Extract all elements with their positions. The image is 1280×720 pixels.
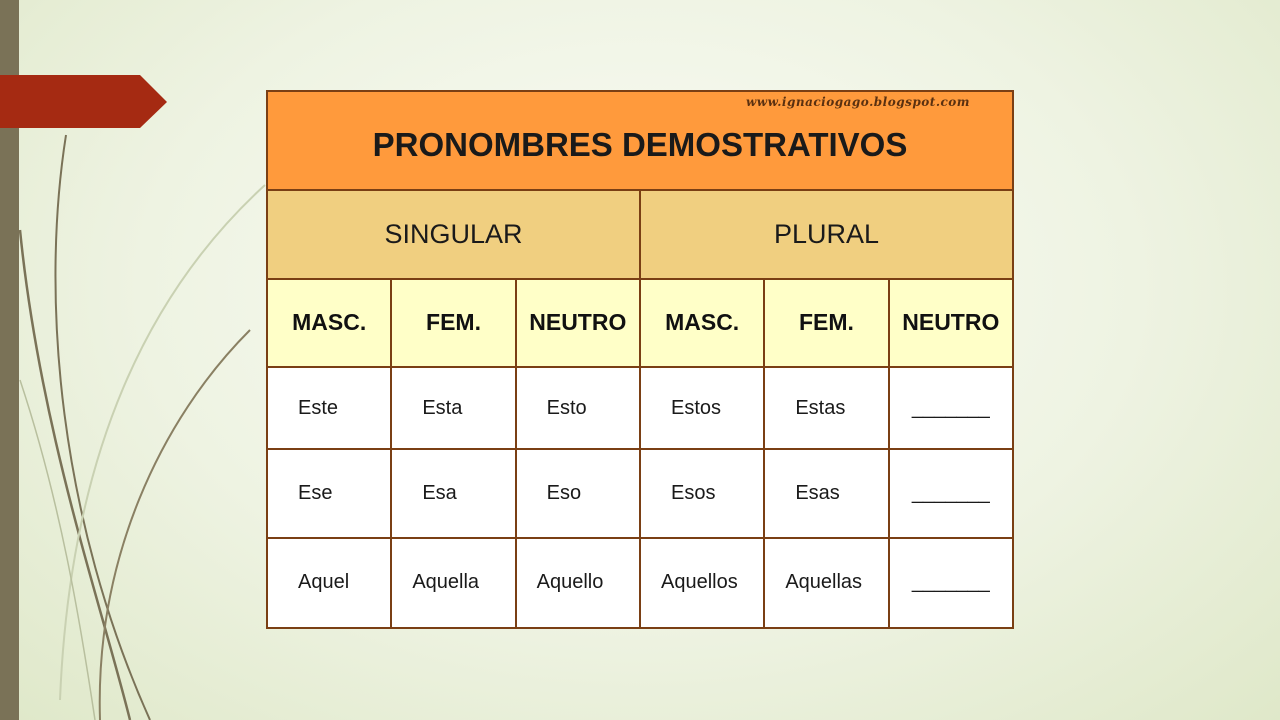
table-cell: Ese <box>267 449 391 537</box>
gender-header: NEUTRO <box>516 279 640 367</box>
decorative-curves <box>0 0 300 720</box>
table-row <box>267 538 1013 628</box>
table-cell: Esta <box>391 367 515 449</box>
table-cell: Aquel <box>267 538 391 628</box>
gender-header: MASC. <box>640 279 764 367</box>
table-cell-blank: _______ <box>889 538 1013 628</box>
table-cell: Este <box>267 367 391 449</box>
pronouns-table <box>266 90 1014 629</box>
table-cell: Esto <box>516 367 640 449</box>
table-cell: Aquellas <box>764 538 888 628</box>
table-cell: Esa <box>391 449 515 537</box>
table-cell-blank: _______ <box>889 449 1013 537</box>
gender-header: FEM. <box>391 279 515 367</box>
table-cell: Esas <box>764 449 888 537</box>
table-cell-blank: _______ <box>889 367 1013 449</box>
gender-header: MASC. <box>267 279 391 367</box>
table-row <box>267 367 1013 449</box>
group-header-singular: SINGULAR <box>267 190 640 278</box>
table-cell: Eso <box>516 449 640 537</box>
table-title: PRONOMBRES DEMOSTRATIVOS <box>372 125 908 163</box>
gender-header: NEUTRO <box>889 279 1013 367</box>
table-cell: Aquello <box>516 538 640 628</box>
pronouns-table-container <box>266 90 1014 629</box>
group-header-plural: PLURAL <box>640 190 1013 278</box>
watermark-text: www.ignaciogago.blogspot.com <box>745 95 970 109</box>
table-cell: Esos <box>640 449 764 537</box>
table-title-cell <box>267 91 1013 190</box>
table-cell: Estos <box>640 367 764 449</box>
table-cell: Estas <box>764 367 888 449</box>
table-cell: Aquella <box>391 538 515 628</box>
table-cell: Aquellos <box>640 538 764 628</box>
table-row <box>267 449 1013 537</box>
gender-header: FEM. <box>764 279 888 367</box>
